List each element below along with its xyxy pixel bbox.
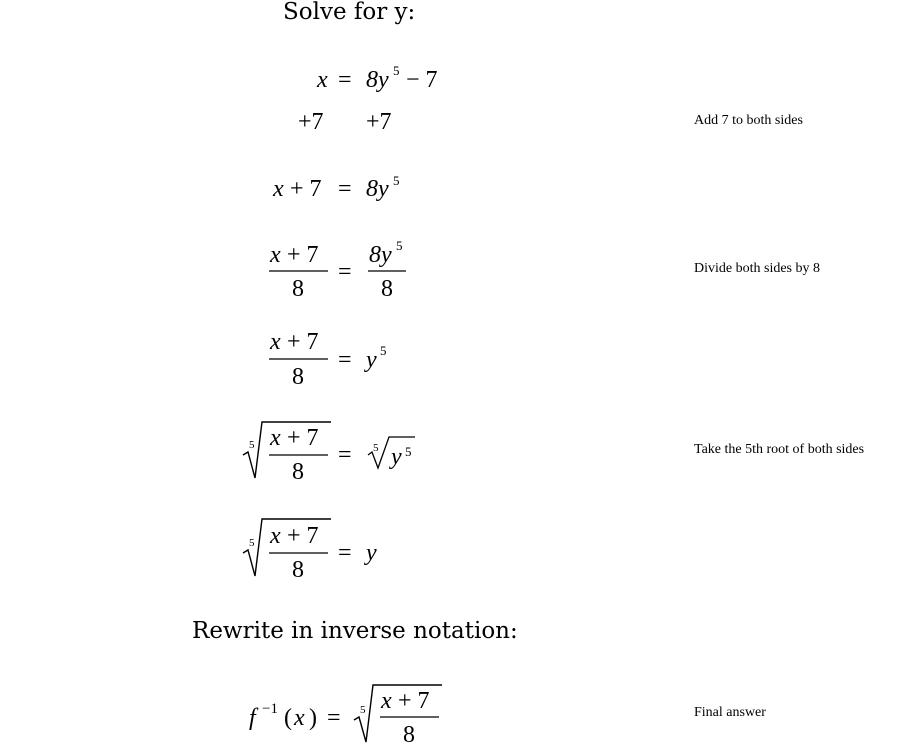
note-final-answer: Final answer: [694, 705, 766, 720]
eq1-minus-seven: − 7: [406, 67, 438, 93]
equation-root-both: [243, 422, 415, 485]
solve-heading: Solve for y:: [283, 0, 416, 25]
final-root-index: 5: [360, 704, 366, 716]
final-denominator: 8: [403, 722, 415, 748]
eq5-exponent: 5: [380, 343, 387, 358]
final-neg-one: −1: [262, 701, 278, 717]
eq7-root-index: 5: [249, 537, 255, 549]
equation-solved: [243, 519, 377, 583]
eq7-denominator: 8: [292, 557, 304, 583]
final-f: f: [249, 705, 256, 731]
eq5-denominator: 8: [292, 364, 304, 390]
eq3-equals: =: [338, 176, 352, 202]
eq4-num-8y: 8y: [369, 242, 392, 268]
rewrite-heading: Rewrite in inverse notation:: [192, 618, 518, 644]
eq4-num-exponent: 5: [396, 238, 403, 253]
eq1-equals: =: [338, 67, 352, 93]
note-divide-eight: Divide both sides by 8: [694, 261, 820, 276]
eq3-8y: 8y: [366, 176, 389, 202]
eq5-num-plus-seven: + 7: [287, 329, 319, 355]
final-num-plus-seven: + 7: [398, 688, 430, 714]
eq4-num-x: x: [270, 242, 281, 268]
eq2-left-plus-seven: +7: [298, 109, 324, 135]
final-equals: =: [327, 705, 341, 731]
equation-sum: [272, 173, 400, 202]
eq4-right-denominator: 8: [381, 276, 393, 302]
eq6-num-plus-seven: + 7: [287, 425, 319, 451]
final-rparen: ): [309, 705, 317, 731]
eq2-right-plus-seven: +7: [366, 109, 392, 135]
equation-divide: [269, 238, 406, 302]
eq1-exponent: 5: [393, 63, 400, 78]
eq7-equals: =: [338, 540, 352, 566]
eq7-y: y: [366, 540, 377, 566]
eq5-num-x: x: [270, 329, 281, 355]
eq4-num-plus-seven: + 7: [287, 242, 319, 268]
eq1-x: x: [317, 67, 328, 93]
eq3-exponent: 5: [393, 173, 400, 188]
eq6-equals: =: [338, 442, 352, 468]
eq5-equals: =: [338, 347, 352, 373]
equation-original: [316, 63, 438, 93]
eq7-num-plus-seven: + 7: [287, 523, 319, 549]
eq5-y: y: [366, 347, 377, 373]
eq3-plus-seven: + 7: [290, 176, 322, 202]
eq6-radicand-exponent: 5: [405, 444, 412, 459]
eq1-8y: 8y: [366, 67, 389, 93]
eq6-right-root-index: 5: [373, 442, 379, 454]
equation-add-seven: [298, 109, 392, 135]
eq6-radicand-y: y: [391, 444, 402, 470]
final-x: x: [294, 705, 305, 731]
eq4-left-denominator: 8: [292, 276, 304, 302]
eq6-left-root-index: 5: [249, 439, 255, 451]
final-lparen: (: [284, 705, 292, 731]
eq3-x: x: [273, 176, 284, 202]
equation-inverse: [249, 685, 442, 748]
equation-simplified: [269, 329, 387, 390]
note-add-seven: Add 7 to both sides: [694, 113, 803, 128]
final-num-x: x: [381, 688, 392, 714]
eq6-denominator: 8: [292, 459, 304, 485]
note-fifth-root: Take the 5th root of both sides: [694, 442, 865, 457]
eq6-num-x: x: [270, 425, 281, 451]
eq7-num-x: x: [270, 523, 281, 549]
eq4-equals: =: [338, 259, 352, 285]
